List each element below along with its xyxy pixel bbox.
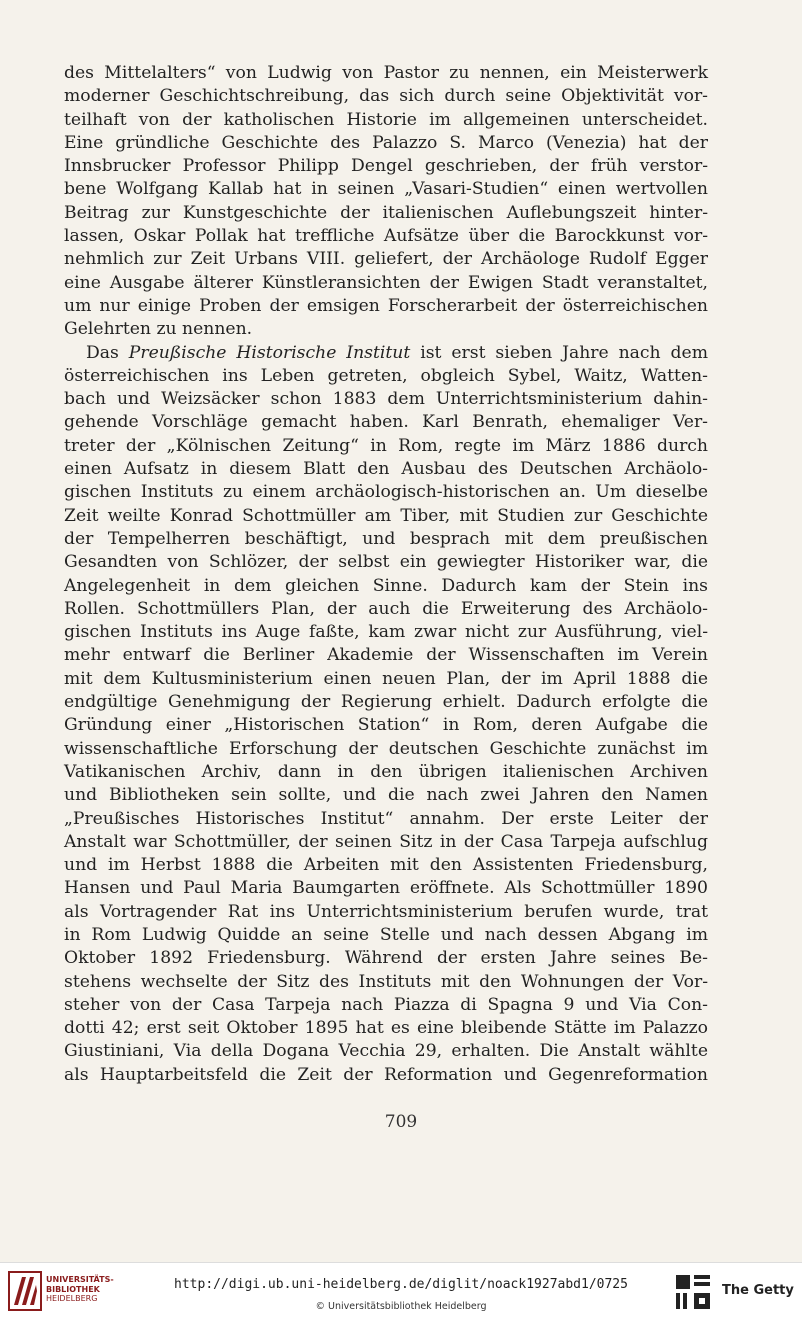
text-line: lassen, Oskar Pollak hat treffliche Aufsätze über die Barockkunst vor-	[64, 226, 708, 247]
footer-bar	[0, 1262, 802, 1320]
text-line: teilhaft von der katholischen Historie im allgemeinen unterscheidet.	[64, 109, 708, 130]
text-line: bene Wolfgang Kallab hat in seinen „Vasari-Studien“ einen wertvollen	[64, 179, 708, 200]
footer-copyright: © Universitätsbibliothek Heidelberg	[315, 1301, 487, 1312]
text-line: mit dem Kultusministerium einen neuen Plan, der im April 1888 die	[64, 668, 708, 689]
text-line: Giustiniani, Via della Dogana Vecchia 29, erhalten. Die Anstalt wählte	[64, 1041, 708, 1062]
text-line: und im Herbst 1888 die Arbeiten mit den Assistenten Friedensburg,	[64, 855, 708, 876]
text-line: steher von der Casa Tarpeja nach Piazza di Spagna 9 und Via Con-	[64, 994, 708, 1015]
text-line: Anstalt war Schottmüller, der seinen Sitz in der Casa Tarpeja aufschlug	[64, 831, 708, 852]
footer-url-link[interactable]: http://digi.ub.uni-heidelberg.de/diglit/noack1927abd1/0725	[174, 1277, 628, 1292]
text-line: mehr entwarf die Berliner Akademie der Wissenschaften im Verein	[64, 645, 708, 666]
text-line: Eine gründliche Geschichte des Palazzo S. Marco (Venezia) hat der	[64, 132, 708, 153]
text-line: Rollen. Schottmüllers Plan, der auch die Erweiterung des Archäolo-	[64, 598, 708, 619]
text-line: der Tempelherren beschäftigt, und besprach mit dem preußischen	[64, 528, 708, 549]
text-line: des Mittelalters“ von Ludwig von Pastor zu nennen, ein Meisterwerk	[64, 63, 708, 83]
text-line: Gelehrten zu nennen.	[64, 319, 253, 340]
uni-line-1: UNIVERSITÄTS-	[46, 1275, 114, 1284]
text-line: Gründung einer „Historischen Station“ in Rom, deren Aufgabe die	[64, 715, 708, 736]
text-line: Vatikanischen Archiv, dann in den übrigen italienischen Archiven	[64, 761, 708, 782]
text-line: einen Aufsatz in diesem Blatt den Ausbau des Deutschen Archäolo-	[64, 459, 708, 480]
getty-label: The Getty	[722, 1283, 794, 1298]
text-line: bach und Weizsäcker schon 1883 dem Unterrichtsministerium dahin-	[64, 389, 708, 410]
text-line: endgültige Genehmigung der Regierung erhielt. Dadurch erfolgte die	[64, 692, 708, 713]
text-line: moderner Geschichtschreibung, das sich durch seine Objektivität vor-	[64, 86, 708, 107]
text-line: Zeit weilte Konrad Schottmüller am Tiber, mit Studien zur Geschichte	[64, 505, 708, 526]
text-line: Gesandten von Schlözer, der selbst ein gewiegter Historiker war, die	[64, 552, 708, 573]
text-line: Angelegenheit in dem gleichen Sinne. Dadurch kam der Stein ins	[64, 575, 708, 596]
text-line: Beitrag zur Kunstgeschichte der italienischen Auflebungszeit hinter-	[64, 202, 708, 223]
text-line: Oktober 1892 Friedensburg. Während der ersten Jahre seines Be-	[64, 948, 708, 969]
text-line: gehende Vorschläge gemacht haben. Karl Benrath, ehemaliger Ver-	[64, 412, 708, 433]
text-line: gischen Instituts ins Auge faßte, kam zwar nicht zur Ausführung, viel-	[64, 622, 708, 643]
text-line: Hansen und Paul Maria Baumgarten eröffnete. Als Schottmüller 1890	[64, 878, 708, 899]
text-line: „Preußisches Historisches Institut“ annahm. Der erste Leiter der	[64, 808, 708, 829]
text-line: gischen Instituts zu einem archäologisch-historischen an. Um dieselbe	[64, 482, 708, 503]
text-line: eine Ausgabe älterer Künstleransichten der Ewigen Stadt veranstaltet,	[64, 272, 708, 293]
text-line: in Rom Ludwig Quidde an seine Stelle und nach dessen Abgang im	[64, 924, 708, 945]
text-line: österreichischen ins Leben getreten, obgleich Sybel, Waitz, Watten-	[64, 365, 708, 386]
text-line: nehmlich zur Zeit Urbans VIII. geliefert, der Archäologe Rudolf Egger	[64, 249, 708, 270]
text-line	[64, 342, 708, 365]
uni-line-2: BIBLIOTHEK	[46, 1284, 100, 1294]
institute-name-italic: Preußische Historische Institut	[128, 342, 411, 363]
text-line: und Bibliotheken sein sollte, und die nach zwei Jahren den Namen	[64, 785, 708, 806]
getty-logo-icon	[674, 1273, 712, 1311]
text-line: als Hauptarbeitsfeld die Zeit der Reformation und Gegenreformation	[64, 1064, 708, 1085]
text-line: wissenschaftliche Erforschung der deutschen Geschichte zunächst im	[64, 738, 708, 759]
body-text	[64, 62, 708, 1087]
para2-start: Das	[86, 342, 119, 363]
text-line: treter der „Kölnischen Zeitung“ in Rom, regte im März 1886 durch	[64, 435, 708, 456]
text-line: Innsbrucker Professor Philipp Dengel geschrieben, der früh verstor-	[64, 156, 708, 177]
uni-line-3: HEIDELBERG	[46, 1294, 98, 1303]
para2-rest: ist erst sieben Jahre nach dem	[420, 342, 709, 363]
text-line: um nur einige Proben der emsigen Forscherarbeit der österreichischen	[64, 295, 708, 316]
text-line: stehens wechselte der Sitz des Instituts mit den Wohnungen der Vor-	[64, 971, 708, 992]
page-number: 709	[384, 1112, 418, 1132]
text-line: als Vortragender Rat ins Unterrichtsministerium berufen wurde, trat	[64, 901, 708, 922]
text-line: dotti 42; erst seit Oktober 1895 hat es eine bleibende Stätte im Palazzo	[64, 1018, 708, 1039]
